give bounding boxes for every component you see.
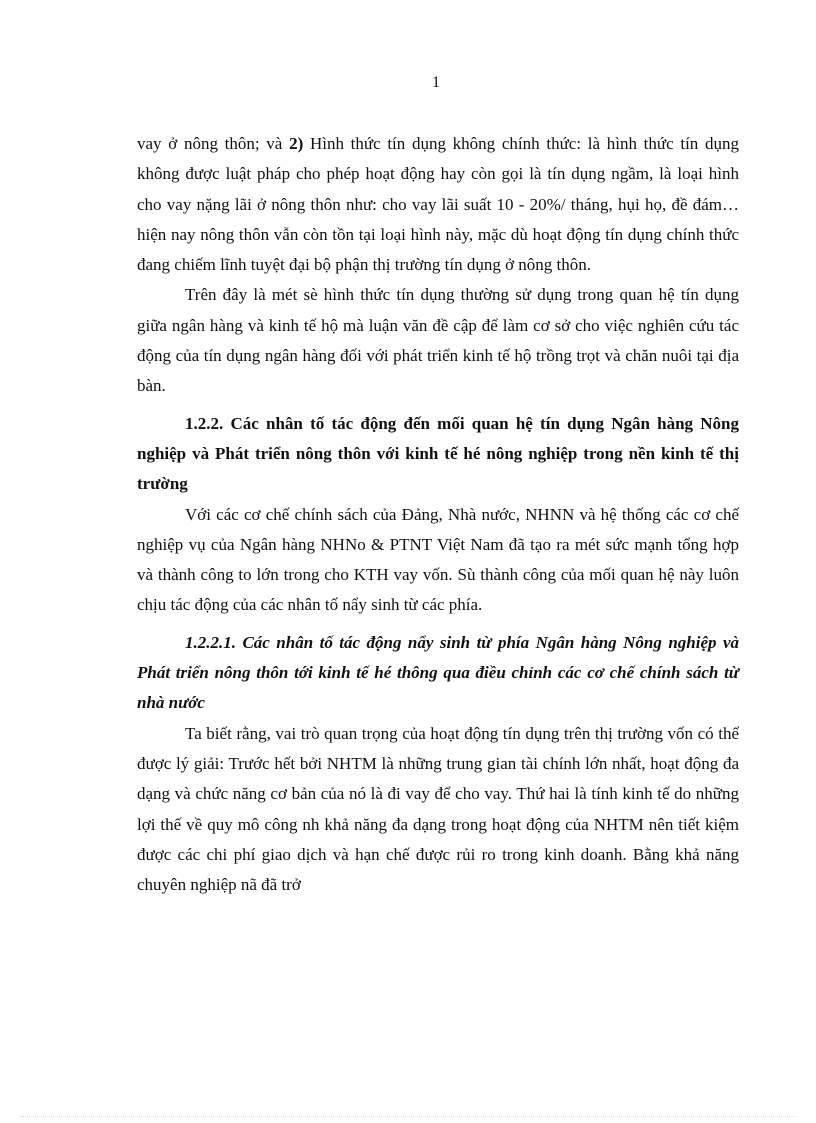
section-heading-1-2-2: 1.2.2. Các nhân tố tác động đến mối quan hệ tín dụng Ngân hàng Nông nghiệp và Phát triển nông thôn với kinh tế hé nông nghiệp trong nền kinh tế thị trường [137, 413, 739, 494]
paragraph-credit-forms [137, 129, 739, 280]
paragraph-policies: Với các cơ chế chính sách của Đảng, Nhà nước, NHNN và hệ thống các cơ chế nghiệp vụ của Ngân hàng NHNo & PTNT Việt Nam đã tạo ra mét sức mạnh tổng hợp và thành công to lớn trong cho KTH vay vốn. Sù thành công của mối quan hệ này luôn chịu tác động của các nhân tố nẩy sinh từ các phía. [137, 504, 739, 615]
document-body [137, 129, 739, 900]
page-bottom-divider [20, 1116, 796, 1117]
page-number: 1 [432, 74, 440, 91]
paragraph-rest-text: Hình thức tín dụng không chính thức: là hình thức tín dụng không được luật pháp cho phép hoạt động hay còn gọi là tín dụng ngầm, là loại hình cho vay nặng lãi ở nông thôn như: cho vay lãi suất 10 - 20%/ tháng, hụi họ, đề đám…hiện nay nông thôn vẫn còn tồn tại loại hình này, mặc dù hoạt động tín dụng chính thức đang chiếm lĩnh tuyệt đại bộ phận thị trường tín dụng ở nông thôn. [137, 134, 740, 275]
paragraph-credit-role: Ta biết rằng, vai trò quan trọng của hoạt động tín dụng trên thị trường vốn có thể được lý giải: Trước hết bởi NHTM là những trung gian tài chính lớn nhất, hoạt động đa dạng và chức năng cơ bản của nó là đi vay để cho vay. Thứ hai là tính kinh tế do những lợi thế về quy mô công nh khả năng đa dạng trong hoạt động của NHTM nên tiết kiệm được các chi phí giao dịch và hạn chế được rủi ro trong kinh doanh. Bằng khả năng chuyên nghiệp nã đã trở [137, 723, 739, 895]
list-number: 2) [289, 134, 304, 153]
paragraph-lead-text: vay ở nông thôn; và [137, 134, 290, 153]
subsection-heading-1-2-2-1: 1.2.2.1. Các nhân tố tác động nẩy sinh từ phía Ngân hàng Nông nghiệp và Phát triển nông thôn tới kinh tế hé thông qua điều chỉnh các cơ chế chính sách từ nhà nước [137, 632, 739, 713]
paragraph-summary: Trên đây là mét sè hình thức tín dụng thường sử dụng trong quan hệ tín dụng giữa ngân hàng và kinh tế hộ mà luận văn đề cập để làm cơ sở cho việc nghiên cứu tác động của tín dụng ngân hàng đối với phát triển kinh tế hộ trồng trọt và chăn nuôi tại địa bàn. [137, 285, 739, 396]
